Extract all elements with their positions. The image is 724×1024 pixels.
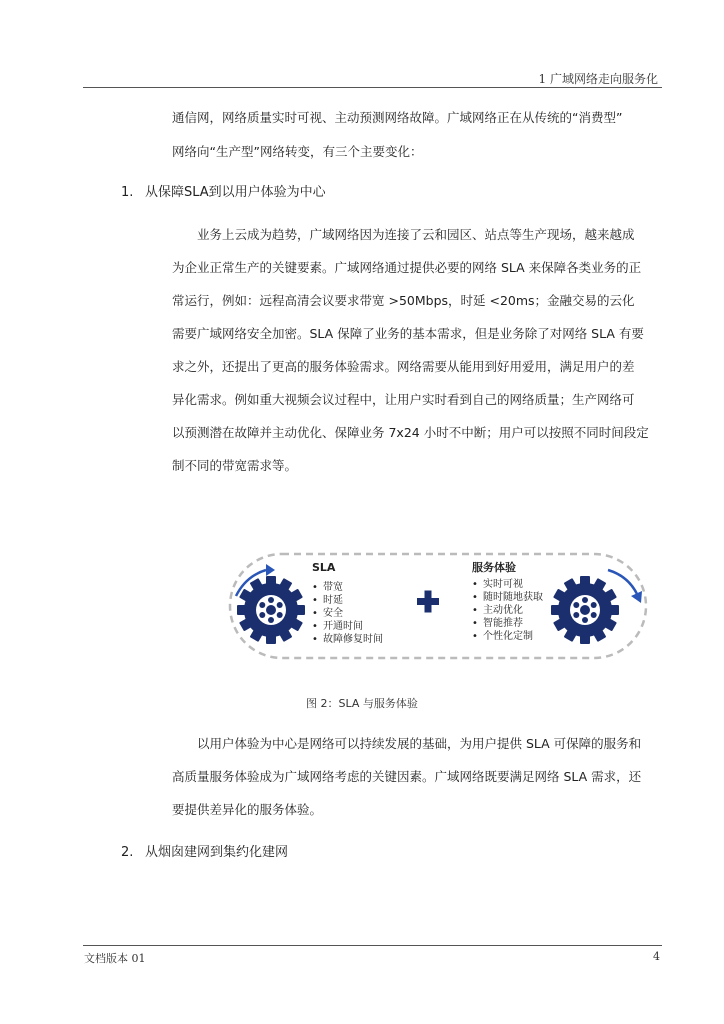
section-number: 2. — [121, 845, 134, 860]
experience-bullet: • — [472, 605, 478, 616]
experience-bullet: • — [472, 592, 478, 603]
experience-item: 主动优化 — [483, 605, 523, 616]
right-gear-icon — [551, 576, 619, 644]
experience-bullet: • — [472, 579, 478, 590]
sla-service-experience-figure — [226, 550, 650, 662]
service-experience-title: 服务体验 — [472, 561, 516, 574]
experience-bullet: • — [472, 618, 478, 629]
paragraph-line: 高质量服务体验成为广域网络考虑的关键因素。广域网络既要满足网络 SLA 需求，还 — [172, 769, 642, 784]
document-version: 文档版本 01 — [84, 952, 146, 965]
experience-item: 智能推荐 — [483, 618, 523, 629]
running-header: 1 广域网络走向服务化 — [538, 72, 658, 86]
paragraph-line: 业务上云成为趋势，广域网络因为连接了云和园区、站点等生产现场，越来越成 — [197, 227, 635, 242]
paragraph-line: 求之外，还提出了更高的服务体验需求。网络需要从能用到好用爱用，满足用户的差 — [172, 359, 635, 374]
section-heading-1 — [121, 181, 326, 200]
paragraph-line: 常运行，例如：远程高清会议要求带宽 >50Mbps，时延 <20ms；金融交易的云化 — [172, 293, 635, 308]
left-gear-icon — [237, 576, 305, 644]
paragraph-line: 以预测潜在故障并主动优化、保障业务 7x24 小时不中断；用户可以按照不同时间段定 — [172, 425, 649, 440]
experience-item: 个性化定制 — [483, 631, 533, 642]
paragraph-line: 异化需求。例如重大视频会议过程中，让用户实时看到自己的网络质量；生产网络可 — [172, 392, 635, 407]
section-heading-2 — [121, 841, 288, 860]
section-title: 从保障SLA到以用户体验为中心 — [145, 185, 326, 200]
sla-item: 时延 — [323, 595, 343, 606]
experience-item: 实时可视 — [483, 579, 523, 590]
sla-item: 带宽 — [323, 582, 343, 593]
intro-line: 通信网，网络质量实时可视、主动预测网络故障。广域网络正在从传统的“消费型” — [172, 110, 623, 125]
sla-bullet: • — [312, 621, 318, 632]
header-rule — [83, 87, 662, 88]
experience-item: 随时随地获取 — [483, 592, 543, 603]
experience-bullet: • — [472, 631, 478, 642]
plus-icon — [417, 591, 439, 613]
page-number: 4 — [653, 950, 660, 963]
paragraph-line: 需要广域网络安全加密。SLA 保障了业务的基本需求，但是业务除了对网络 SLA 有要 — [172, 326, 644, 341]
paragraph-line: 为企业正常生产的关键要素。广域网络通过提供必要的网络 SLA 来保障各类业务的正 — [172, 260, 642, 275]
figure-caption: 图 2：SLA 与服务体验 — [306, 697, 418, 710]
sla-bullet: • — [312, 608, 318, 619]
section-number: 1. — [121, 185, 134, 200]
sla-title: SLA — [312, 561, 336, 574]
sla-item: 开通时间 — [323, 621, 363, 632]
sla-bullet: • — [312, 595, 318, 606]
sla-bullet: • — [312, 582, 318, 593]
footer-rule — [83, 945, 662, 946]
section-title: 从烟囱建网到集约化建网 — [145, 845, 289, 860]
sla-item: 安全 — [323, 608, 343, 619]
sla-item: 故障修复时间 — [323, 634, 383, 645]
paragraph-line: 以用户体验为中心是网络可以持续发展的基础，为用户提供 SLA 可保障的服务和 — [197, 736, 642, 751]
sla-bullet: • — [312, 634, 318, 645]
intro-line: 网络向“生产型”网络转变，有三个主要变化： — [172, 144, 423, 159]
paragraph-line: 制不同的带宽需求等。 — [172, 458, 298, 473]
paragraph-line: 要提供差异化的服务体验。 — [172, 802, 323, 817]
